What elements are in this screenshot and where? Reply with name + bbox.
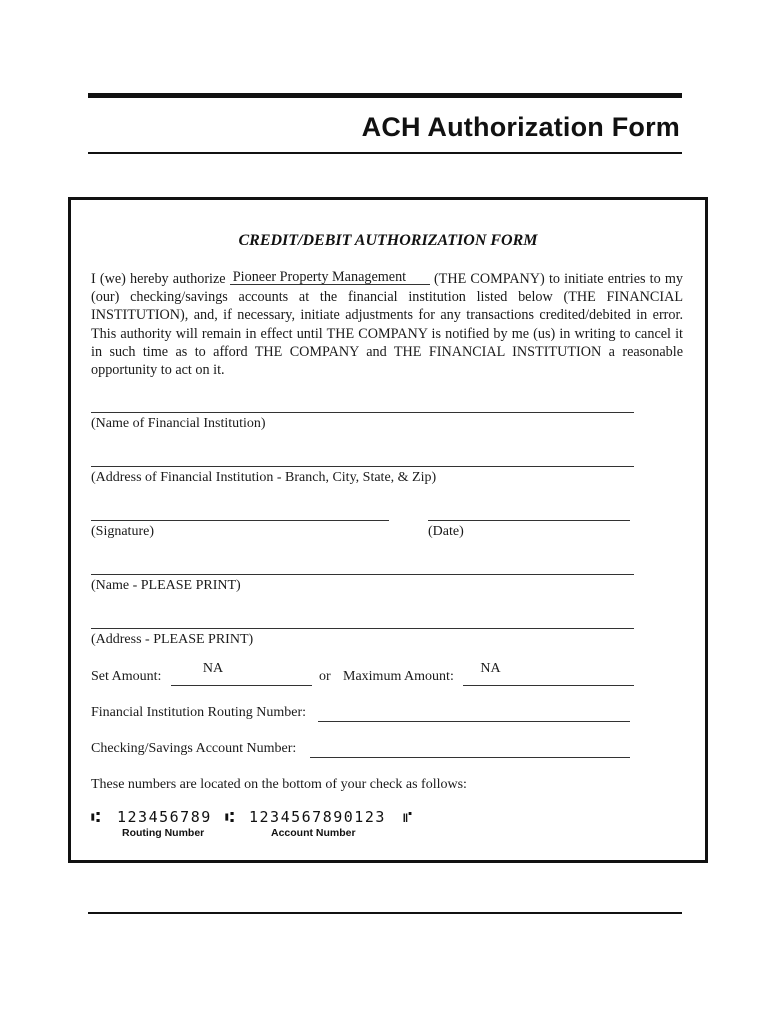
title-rule [88, 152, 682, 154]
max-amount-line[interactable] [463, 685, 634, 686]
or-label: or [319, 669, 331, 684]
page-title: ACH Authorization Form [361, 112, 680, 142]
max-amount-value[interactable]: NA [480, 661, 501, 676]
institution-name-line[interactable] [91, 412, 634, 413]
bottom-rule [88, 912, 682, 914]
intro-prefix: I (we) hereby authorize [91, 271, 226, 287]
routing-transit-symbol-2: ⑆ [225, 808, 236, 826]
max-amount-label: Maximum Amount: [343, 669, 454, 684]
routing-number-caption: Routing Number [122, 827, 205, 839]
check-location-note: These numbers are located on the bottom of your check as follows: [91, 777, 467, 792]
routing-number-digits: 123456789 [117, 808, 212, 826]
account-number-line[interactable] [310, 757, 630, 758]
institution-address-line[interactable] [91, 466, 634, 467]
intro-rest: (THE COMPANY) to initiate entries to my (our) checking/savings accounts at the financial institution listed below (THE FINANCIAL INSTITUTION), and, if necessary, initiate adjustments for any transactions credited/debited in error. This authority will remain in effect until THE COMPANY is notified by me (us) in writing to cancel it in such time as to afford THE COMPANY and THE FINANCIAL INSTITUTION a reasonable opportunity to act on it. [91, 271, 684, 379]
set-amount-line[interactable] [171, 685, 312, 686]
on-us-symbol: ⑈ [403, 808, 414, 826]
top-rule [88, 93, 682, 98]
signature-line[interactable] [91, 520, 389, 521]
print-address-line[interactable] [91, 628, 634, 629]
set-amount-value[interactable]: NA [202, 661, 224, 676]
company-name-field[interactable]: Pioneer Property Management [230, 270, 430, 285]
set-amount-label: Set Amount: [91, 669, 162, 684]
institution-name-label: (Name of Financial Institution) [91, 416, 266, 431]
institution-address-label: (Address of Financial Institution - Branch, City, State, & Zip) [91, 470, 437, 485]
authorization-paragraph [91, 270, 683, 379]
account-number-caption: Account Number [271, 827, 356, 839]
account-number-label: Checking/Savings Account Number: [91, 741, 297, 756]
print-name-label: (Name - PLEASE PRINT) [91, 578, 241, 593]
routing-number-label: Financial Institution Routing Number: [91, 705, 307, 720]
print-address-label: (Address - PLEASE PRINT) [91, 632, 254, 647]
signature-label: (Signature) [91, 524, 154, 539]
form-heading: CREDIT/DEBIT AUTHORIZATION FORM [238, 232, 538, 249]
date-line[interactable] [428, 520, 630, 521]
date-label: (Date) [428, 524, 464, 539]
authorization-form-box [68, 197, 708, 863]
routing-number-line[interactable] [318, 721, 630, 722]
routing-transit-symbol: ⑆ [91, 808, 102, 826]
print-name-line[interactable] [91, 574, 634, 575]
account-number-digits: 1234567890123 [249, 808, 386, 826]
